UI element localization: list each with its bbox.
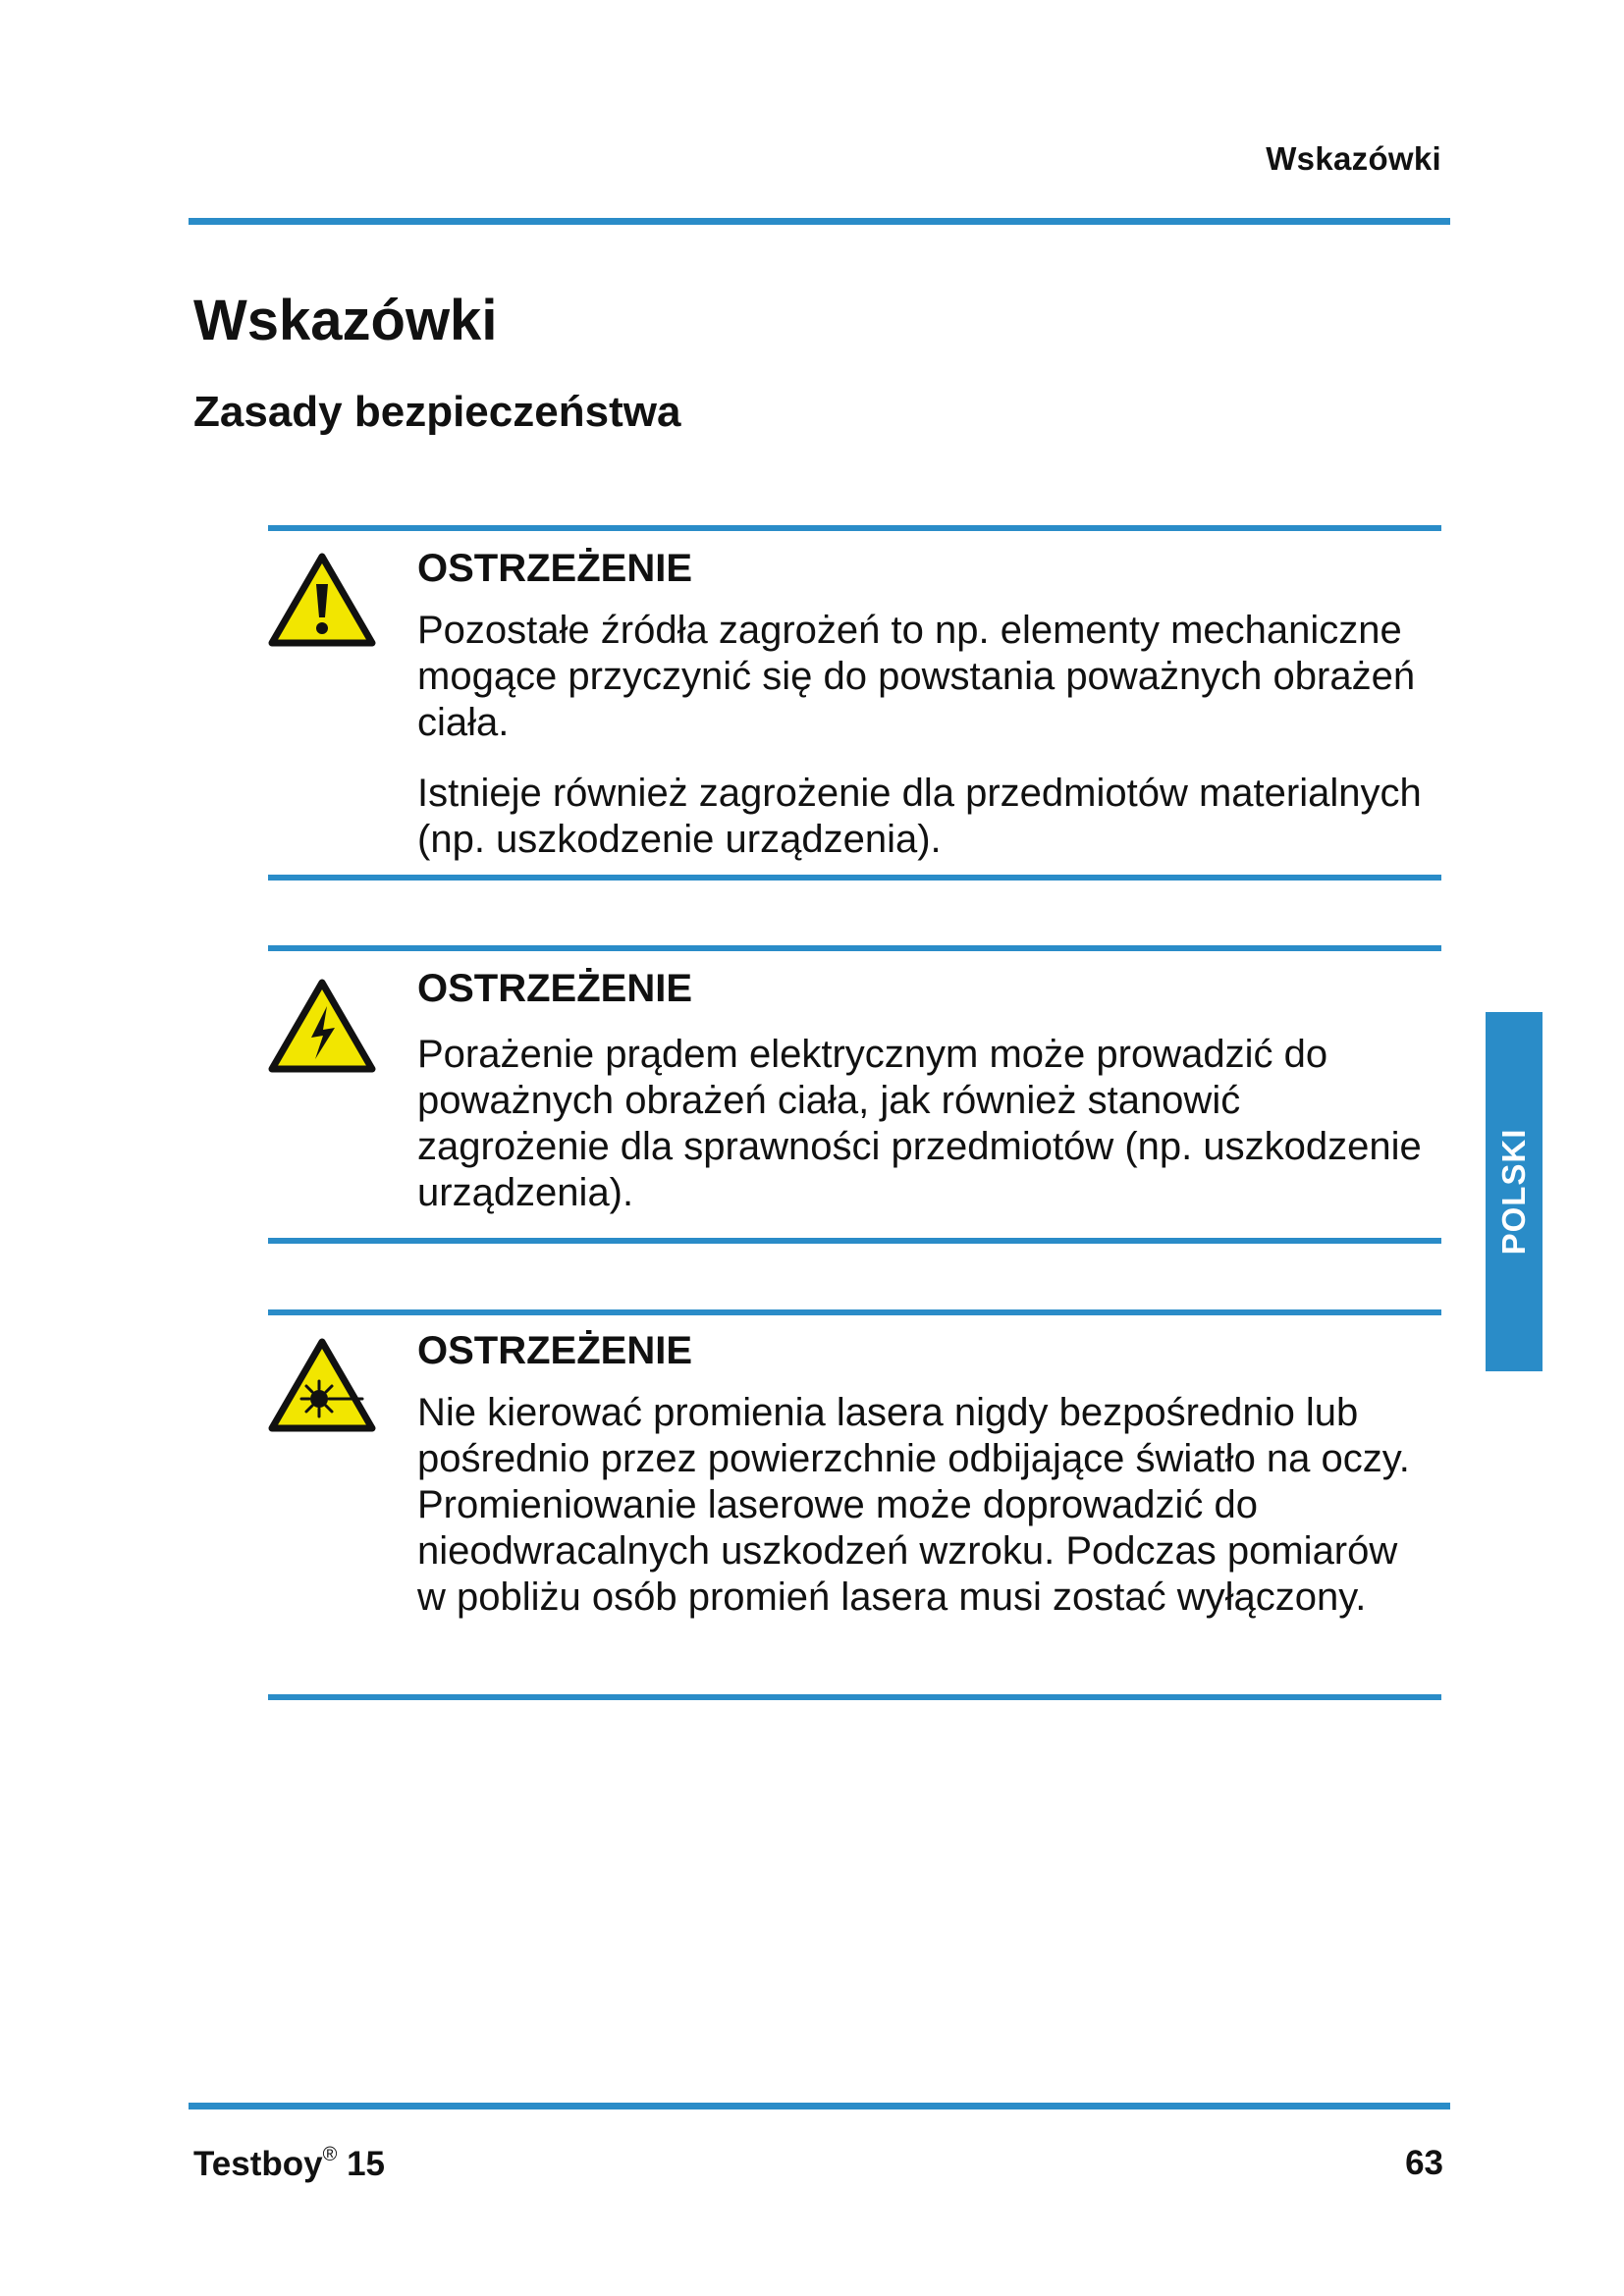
warning-top-rule: [268, 525, 1441, 531]
warning-text: Porażenie prądem elektrycznym może prowadzić do poważnych obrażeń ciała, jak również stanowić zagrożenie dla sprawności przedmiotów (np. uszkodzenie urządzenia).: [417, 1033, 1422, 1214]
page-title: Wskazówki: [193, 289, 498, 352]
section-title: Zasady bezpieczeństwa: [193, 388, 681, 436]
warning-box-laser: [268, 1309, 1441, 1700]
running-header: Wskazówki: [1266, 140, 1441, 177]
page-number: 63: [1405, 2144, 1443, 2182]
warning-bottom-rule: [268, 1694, 1441, 1700]
warning-bottom-rule: [268, 875, 1441, 881]
warning-top-rule: [268, 945, 1441, 951]
warning-text: Pozostałe źródła zagrożeń to np. elementy mechaniczne mogące przyczynić się do powstania poważnych obrażeń ciała.: [417, 609, 1416, 744]
footer-product-name: [193, 2144, 385, 2184]
warning-top-rule: [268, 1309, 1441, 1315]
warning-title: OSTRZEŻENIE: [417, 1329, 693, 1372]
electric-shock-warning-icon: [268, 979, 376, 1073]
general-warning-icon: [268, 553, 376, 647]
warning-title: OSTRZEŻENIE: [417, 967, 693, 1010]
warning-bottom-rule: [268, 1238, 1441, 1244]
warning-box-electric: [268, 945, 1441, 1244]
warning-text: Istnieje również zagrożenie dla przedmiotów materialnych (np. uszkodzenie urządzenia).: [417, 772, 1422, 861]
language-tab: [1486, 1012, 1543, 1371]
warning-box-general: [268, 525, 1441, 881]
warning-text: Nie kierować promienia lasera nigdy bezpośrednio lub pośrednio przez powierzchnie odbijające światło na oczy. Promieniowanie laserowe może doprowadzić do nieodwracalnych uszkodzeń wzroku. Podczas pomiarów w pobliżu osób promień lasera musi zostać wyłączony.: [417, 1391, 1410, 1619]
warning-title: OSTRZEŻENIE: [417, 547, 693, 590]
header-rule: [189, 218, 1450, 225]
laser-warning-icon: [268, 1338, 376, 1432]
footer-rule: [189, 2103, 1450, 2109]
footer-model: 15: [347, 2145, 386, 2183]
footer-brand: Testboy: [193, 2145, 323, 2183]
language-tab-label: POLSKI: [1495, 1128, 1532, 1255]
registered-mark: ®: [322, 2144, 338, 2165]
